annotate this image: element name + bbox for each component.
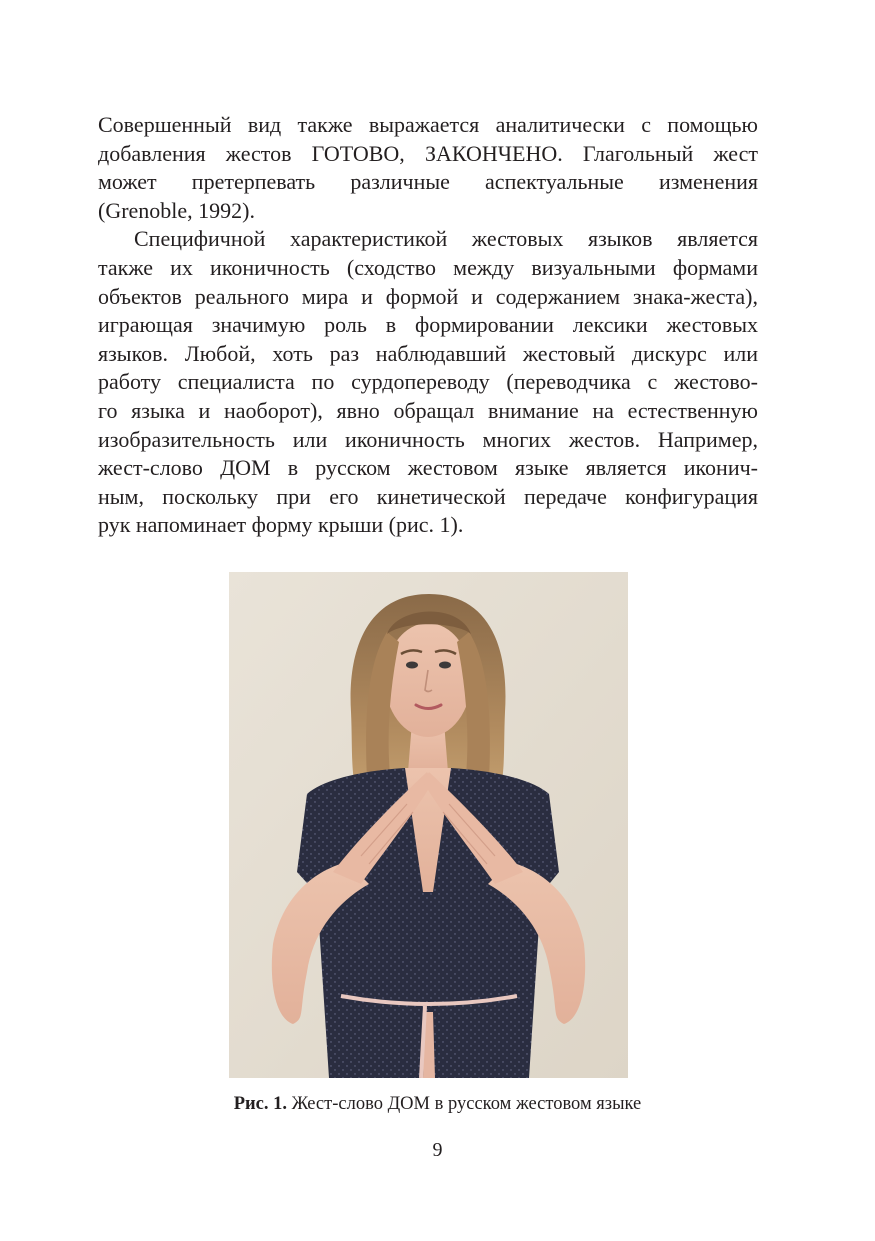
paragraph-1-line: (Grenoble, 1992). (98, 197, 256, 223)
body-text (98, 111, 758, 540)
paragraph-2-line: играющая значимую роль в формировании лексики жестовых (98, 312, 758, 338)
paragraph-2-line: также их иконичность (сходство между визуальными формами (98, 254, 758, 280)
right-eye (439, 662, 451, 669)
signer-photo-illustration (229, 572, 628, 1078)
paragraph-1-line: может претерпевать различные аспектуальные изменения (98, 169, 758, 195)
paragraph-1-line: Совершенный вид также выражается аналитически с помощью (98, 112, 758, 137)
face (385, 623, 471, 737)
figure-caption-text: Жест-слово ДОМ в русском жестовом языке (287, 1094, 642, 1114)
paragraph-2-line: языков. Любой, хоть раз наблюдавший жестовый дискурс или (98, 340, 758, 366)
left-eye (406, 662, 418, 669)
paragraph-2-line: го языка и наоборот), явно обращал внимание на естественную (98, 397, 758, 423)
paragraph-1-line: добавления жестов ГОТОВО, ЗАКОНЧЕНО. Глагольный жест (98, 140, 758, 166)
paragraph-2-line: ным, поскольку при его кинетической передаче конфигурация (98, 483, 758, 509)
page-number: 9 (432, 1139, 443, 1161)
paragraph-2-line: Специфичной характеристикой жестовых языков является (134, 226, 758, 252)
paragraph-2-line: работу специалиста по сурдопереводу (переводчика с жестово- (98, 369, 758, 395)
paragraph-2-line: объектов реального мира и формой и содержанием знака-жеста), (98, 283, 758, 309)
figure-caption (0, 1093, 875, 1115)
paragraph-2-line: жест-слово ДОМ в русском жестовом языке является иконич- (98, 455, 758, 481)
paragraph-2-line: рук напоминает форму крыши (рис. 1). (98, 512, 464, 538)
figure-caption-label: Рис. 1. (233, 1094, 287, 1114)
figure-photo (229, 572, 628, 1078)
paragraph-2-line: изобразительность или иконичность многих жестов. Например, (98, 426, 758, 452)
